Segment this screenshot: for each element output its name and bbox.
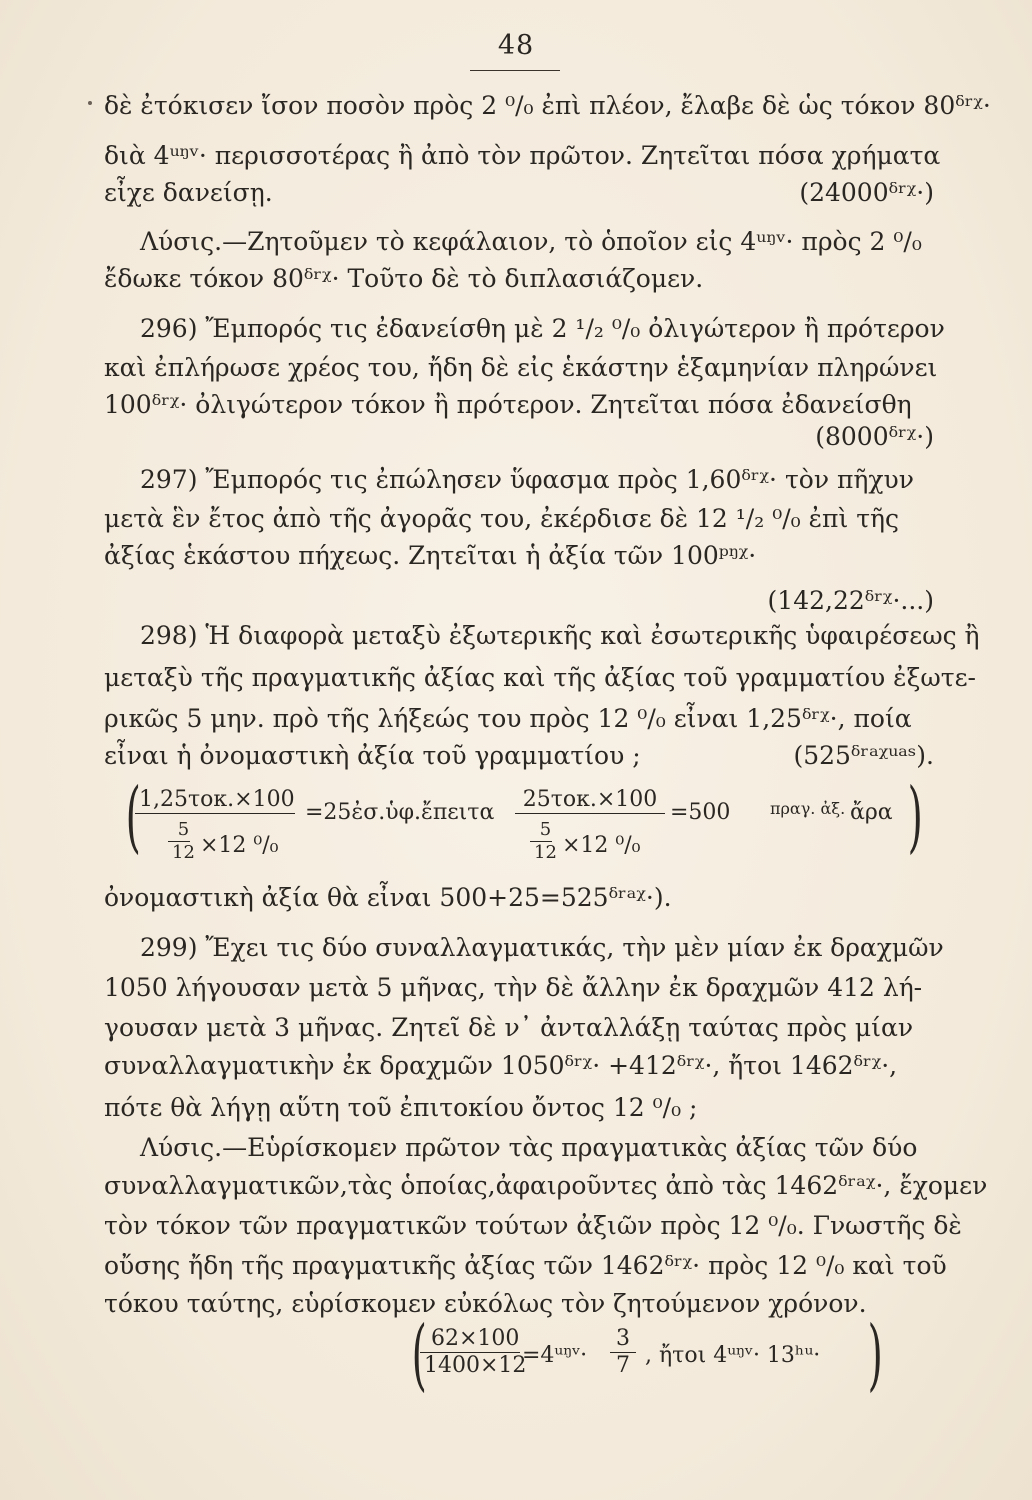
left-paren: ( — [411, 1310, 427, 1400]
text-line: συναλλαγματικῶν,τὰς ὁποίας,ἀφαιροῦντες ἀπὸ τὰς 1462ᵟʳᵃᵡ·, ἔχομεν — [104, 1171, 988, 1200]
denominator-tail: ×12 ⁰/₀ — [200, 833, 279, 858]
text-line: 1050 λήγουσαν μετὰ 5 μῆνας, τὴν δὲ ἄλλην ἐκ δραχμῶν 412 λή- — [104, 973, 923, 1002]
text-line: καὶ ἐπλήρωσε χρέος του, ἤδη δὲ εἰς ἑκάστην ἑξαμηνίαν πληρώνει — [104, 353, 938, 382]
fraction-bar — [135, 813, 295, 814]
formula-equation-text: =25ἐσ.ὑφ.ἔπειτα — [305, 800, 495, 825]
formula-result: =500 — [670, 800, 731, 825]
text-line: μετὰ ἓν ἔτος ἀπὸ τῆς ἀγορᾶς του, ἐκέρδισε δὲ 12 ¹/₂ ⁰/₀ ἐπὶ τῆς — [104, 504, 900, 533]
fraction-4: 3 7 — [610, 1328, 636, 1377]
page-number: 48 — [497, 30, 535, 61]
text-line: δὲ ἐτόκισεν ἴσον ποσὸν πρὸς 2 ⁰/₀ ἐπὶ πλέον, ἔλαβε δὲ ὡς τόκον 80ᵟʳᵡ· — [104, 91, 991, 120]
text-line: εἶναι ἡ ὀνομαστικὴ ἀξία τοῦ γραμματίου ; (525ᵟʳᵃᵡᵘᵃˢ). — [104, 738, 934, 774]
fraction-numerator: 62×100 — [431, 1326, 520, 1351]
text-line: διὰ 4ᵘᵑᵛ· περισσοτέρας ἢ ἀπὸ τὸν πρῶτον. Ζητεῖται πόσα χρήματα — [104, 141, 941, 170]
ink-speck — [88, 101, 92, 105]
text-line: συναλλαγματικὴν ἐκ δραχμῶν 1050ᵟʳᵡ· +412ᵟʳᵡ·, ἤτοι 1462ᵟʳᵡ·, — [104, 1051, 898, 1080]
formula-tail: , ἤτοι 4ᵘᵑᵛ· 13ʰᵘ· — [645, 1343, 821, 1368]
answer: (525ᵟʳᵃᵡᵘᵃˢ). — [793, 741, 934, 770]
left-paren: ( — [125, 772, 141, 862]
text-line: μεταξὺ τῆς πραγματικῆς ἀξίας καὶ τῆς ἀξίας τοῦ γραμματίου ἐξωτε- — [104, 663, 976, 692]
text-line: εἶχε δανείσῃ. (24000ᵟʳᵡ·) — [104, 175, 934, 211]
fraction-denominator: 1400×12 — [424, 1353, 527, 1378]
fraction-numerator: 25τοκ.×100 — [522, 787, 658, 812]
solution-299: Λύσις.—Εὑρίσκομεν πρῶτον τὰς πραγματικὰς ἀξίας τῶν δύο — [140, 1133, 918, 1162]
fraction-2 — [515, 789, 665, 816]
formula-equation-text: =4ᵘᵑᵛ· — [522, 1343, 588, 1368]
formula-superscript: πραγ. ἀξ. — [770, 799, 846, 818]
text-line: 100ᵟʳᵡ· ὀλιγώτερον τόκον ἢ πρότερον. Ζητεῖται πόσα ἐδανείσθη — [104, 390, 912, 419]
fraction-numerator: 1,25τοκ.×100 — [139, 787, 295, 812]
text-line: οὔσης ἤδη τῆς πραγματικῆς ἀξίας τῶν 1462ᵟʳᵡ· πρὸς 12 ⁰/₀ καὶ τοῦ — [104, 1251, 947, 1280]
formula-tail: ἄρα — [850, 800, 893, 825]
right-paren: ) — [907, 772, 923, 862]
text-line: τόκου ταύτης, εὑρίσκομεν εὐκόλως τὸν ζητούμενον χρόνον. — [104, 1289, 867, 1318]
problem-296: 296) Ἔμπορός τις ἐδανείσθη μὲ 2 ¹/₂ ⁰/₀ ὀλιγώτερον ἢ πρότερον — [140, 314, 945, 343]
fraction-3 — [420, 1328, 530, 1377]
denominator-tail: ×12 ⁰/₀ — [562, 833, 641, 858]
right-paren: ) — [867, 1310, 883, 1400]
fraction-bar — [515, 813, 665, 814]
answer: (24000ᵟʳᵡ·) — [799, 178, 934, 207]
sub-fraction: 5 12 — [168, 821, 199, 862]
fraction-1 — [135, 789, 299, 816]
page-number-rule — [470, 70, 560, 71]
text-line: γουσαν μετὰ 3 μῆνας. Ζητεῖ δὲ ν᾽ ἀνταλλάξῃ ταύτας πρὸς μίαν — [104, 1013, 914, 1042]
text-line: ἀξίας ἑκάστου πήχεως. Ζητεῖται ἡ ἀξία τῶν 100ᵖᵑᵡ· — [104, 541, 757, 570]
text-line: ὀνομαστικὴ ἀξία θὰ εἶναι 500+25=525ᵟʳᵃᵡ·). — [104, 883, 672, 912]
text-line: Λύσις.—Ζητοῦμεν τὸ κεφάλαιον, τὸ ὁποῖον εἰς 4ᵘᵑᵛ· πρὸς 2 ⁰/₀ — [140, 227, 922, 256]
problem-299: 299) Ἔχει τις δύο συναλλαγματικάς, τὴν μὲν μίαν ἐκ δραχμῶν — [140, 933, 944, 962]
text-line: ρικῶς 5 μην. πρὸ τῆς λήξεώς του πρὸς 12 ⁰/₀ εἶναι 1,25ᵟʳᵡ·, ποία — [104, 704, 912, 733]
answer: (8000ᵟʳᵡ·) — [815, 422, 934, 451]
text-line: ἔδωκε τόκον 80ᵟʳᵡ· Τοῦτο δὲ τὸ διπλασιάζομεν. — [104, 264, 704, 293]
answer: (142,22ᵟʳᵡ·...) — [767, 586, 934, 615]
text-line: πότε θὰ λήγῃ αὕτη τοῦ ἐπιτοκίου ὄντος 12 ⁰/₀ ; — [104, 1093, 698, 1122]
problem-298: 298) Ἡ διαφορὰ μεταξὺ ἐξωτερικῆς καὶ ἐσωτερικῆς ὑφαιρέσεως ἢ — [140, 621, 980, 650]
problem-297: 297) Ἔμπορός τις ἐπώλησεν ὕφασμα πρὸς 1,60ᵟʳᵡ· τὸν πῆχυν — [140, 465, 914, 494]
text-line: τὸν τόκον τῶν πραγματικῶν τούτων ἀξιῶν πρὸς 12 ⁰/₀. Γνωστῆς δὲ — [104, 1211, 962, 1240]
sub-fraction: 5 12 — [530, 821, 561, 862]
